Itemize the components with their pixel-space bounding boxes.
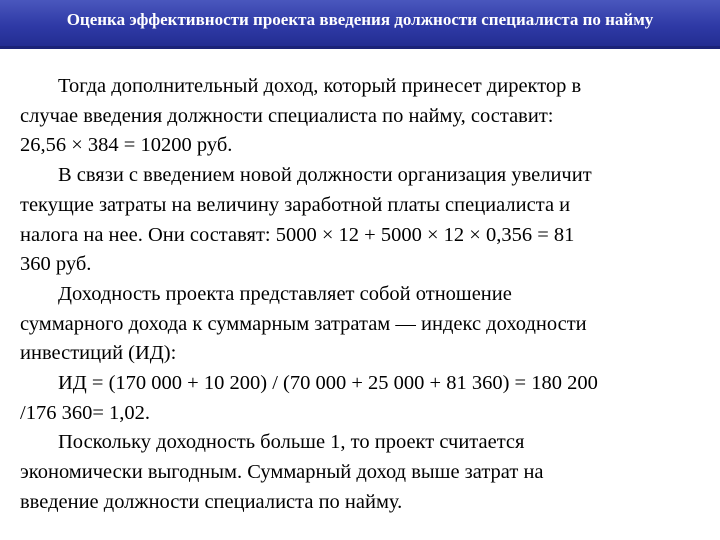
slide-body — [20, 72, 700, 518]
slide-title-bar — [0, 0, 720, 46]
paragraph-additional-income: Тогда дополнительный доход, который принесет директор в случае введения должности специалиста по найму, составит: 26,56 × 384 = 10200 руб. — [20, 75, 582, 157]
paragraph-current-costs: В связи с введением новой должности организация увеличит текущие затраты на величину заработной платы специалиста и налога на нее. Они составят: 5000 × 12 + 5000 × 12 × 0,356 = 81 360 руб. — [20, 164, 592, 276]
paragraph-profitability-definition: Доходность проекта представляет собой отношение суммарного дохода к суммарным затратам — индекс доходности инвестиций (ИД): — [20, 282, 587, 365]
paragraph-conclusion: Поскольку доходность больше 1, то проект считается экономически выгодным. Суммарный доход выше затрат на введение должности специалиста по найму. — [20, 431, 544, 513]
paragraph-profitability-formula: ИД = (170 000 + 10 200) / (70 000 + 25 000 + 81 360) = 180 200 /176 360= 1,02. — [20, 372, 598, 424]
title-divider — [0, 46, 720, 49]
slide-title: Оценка эффективности проекта введения должности специалиста по найму — [66, 10, 654, 29]
